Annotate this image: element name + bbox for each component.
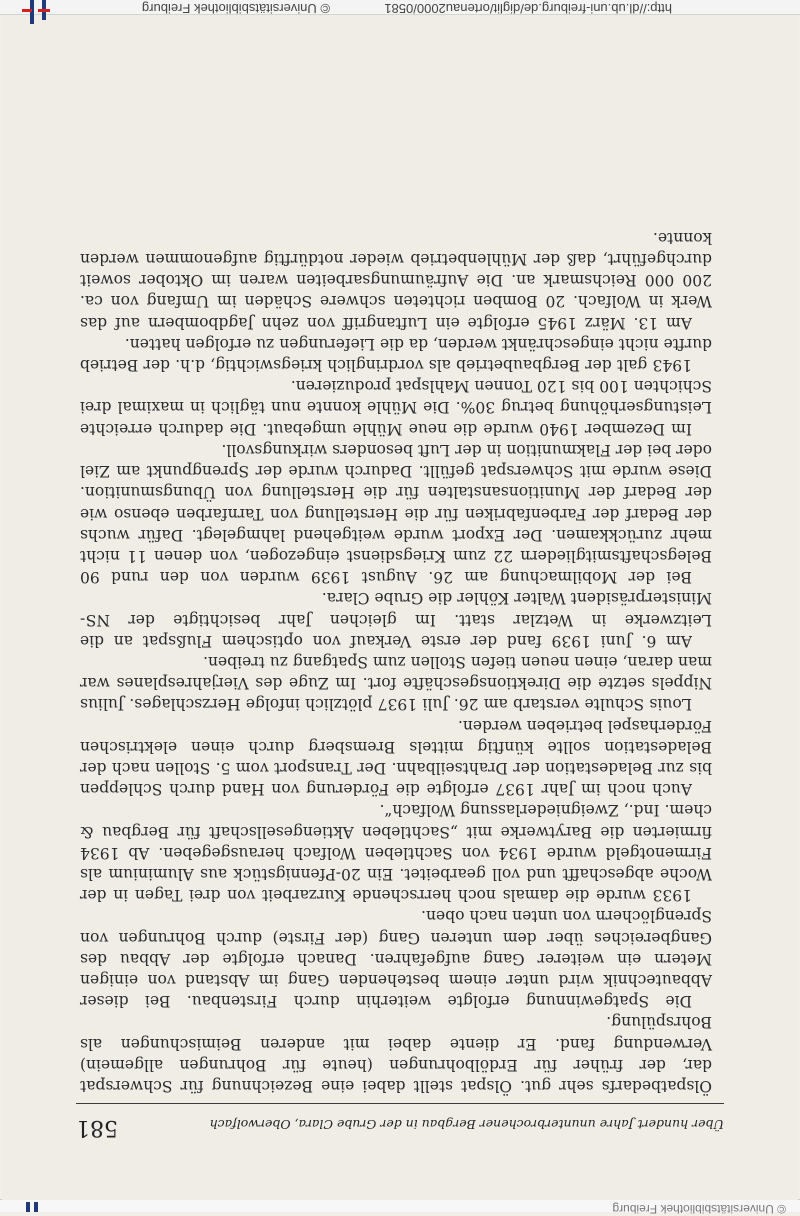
paragraph: Die Spatgewinnung erfolgte weiterhin durch Firstenbau. Bei dieser Abbautechnik wird unter einem bestehenden Gang im Abstand von einigen Metern ein weiterer Gang aufgefahren. Danach erfolgte der Abbau des Gangbereiches über dem unteren Gang (der Firste) durch Bohrungen von Sprenglöchern von unten nach oben.: [80, 907, 712, 1011]
paragraph: Im Dezember 1940 wurde die neue Mühle umgebaut. Die dadurch erreichte Leistungserhöhung betrug 30%. Die Mühle konnte nun täglich in maximal drei Schichten 100 bis 120 Tonnen Mahlspat produzieren.: [80, 377, 712, 438]
library-logo-icon: [22, 0, 50, 26]
page-header: [76, 1103, 724, 1142]
library-logo-icon: [20, 1200, 40, 1212]
viewer-top-strip: [0, 1199, 800, 1216]
paragraph: Ölspatbedarfs sehr gut. Ölspat stellt dabei eine Bezeichnung für Schwerspat dar, der früher für Erdölbohrungen (heute für Bohrungen allgemein) Verwendung fand. Er diente dabei mit anderen Beimischungen als Bohrspülung.: [80, 1013, 712, 1095]
paragraph: Louis Schulte verstarb am 26. Juli 1937 plötzlich infolge Herzschlages. Julius Nippels setzte die Direktionsgeschäfte fort. Im Zuge des Vierjahresplanes war man daran, einen neuen tiefen Stollen zum Spatgang zu treiben.: [80, 652, 712, 714]
paragraph: Bei der Mobilmachung am 26. August 1939 wurden von den rund 90 Belegschaftsmitgliedern 22 zum Kriegsdienst eingezogen, von denen 11 nicht mehr zurückkamen. Der Export wurde weitgehend lahmgelegt. Dafür wuchs der Bedarf der Farbenfabriken für die Herstellung von Tarnfarben ebenso wie der Bedarf der Munitionsanstalten für die Herstellung von Übungsmunition. Diese wurde mit Schwerspat gefüllt. Dadurch wurde der Sprengpunkt am Ziel oder bei der Flakmunition in der Luft besonders wirkungsvoll.: [80, 440, 712, 587]
running-title: Über hundert Jahre ununterbrochener Bergbau in der Grube Clara, Oberwolfach: [209, 1117, 724, 1132]
source-url-link[interactable]: http://dl.ub.uni-freiburg.de/diglit/ortenau2000/0581: [384, 1, 672, 16]
paragraph: Am 6. Juni 1939 fand der erste Verkauf von optischem Flußspat an die Leitzwerke in Wetzlar statt. Im gleichen Jahr besichtigte der NS-Ministerpräsident Walter Köhler die Grube Clara.: [80, 589, 712, 650]
copyright-credit: © Universitätsbibliothek Freiburg: [141, 1, 330, 16]
paragraph: Am 13. März 1945 erfolgte ein Luftangriff von zehn Jagdbombern auf das Werk in Wolfach. 20 Bomben richteten schwere Schäden im Umfang von ca. 200 000 Reichsmark an. Die Aufräumungsarbeiten waren im Oktober soweit durchgeführt, daß der Mühlenbetrieb wieder notdürftig aufgenommen werden konnte.: [80, 228, 712, 332]
paragraph: 1933 wurde die damals noch herrschende Kurzarbeit von drei Tagen in der Woche abgeschafft und voll gearbeitet. Ein 20-Pfennigstück aus Aluminium als Firmenotgeld wurde 1934 von Sachtleben Wolfach herausgegeben. Ab 1934 firmierten die Barytwerke mit „Sachtleben Aktiengesellschaft für Bergbau & chem. Ind., Zweigniederlassung Wolfach“.: [80, 801, 712, 905]
viewer-bottom-bar: [0, 0, 800, 15]
scanned-page: [2, 15, 798, 1200]
paragraph: 1943 galt der Bergbaubetrieb als vordringlich kriegswichtig, d.h. der Betrieb durfte nicht eingeschränkt werden, da die Lieferungen zu erfolgen hatten.: [80, 334, 712, 375]
top-strip-credit: © Universitätsbibliothek Freiburg: [612, 1202, 786, 1216]
paragraph: Auch noch im Jahr 1937 erfolgte die Förderung von Hand durch Schleppen bis zur Beladestation der Drahtseilbahn. Der Transport vom 5. Stollen nach der Beladestation sollte künftig mittels Bremsberg durch einen elektrischen Förderhaspel betrieben werden.: [80, 716, 712, 799]
page-number: 581: [76, 1115, 118, 1140]
page-body: [80, 227, 712, 1096]
